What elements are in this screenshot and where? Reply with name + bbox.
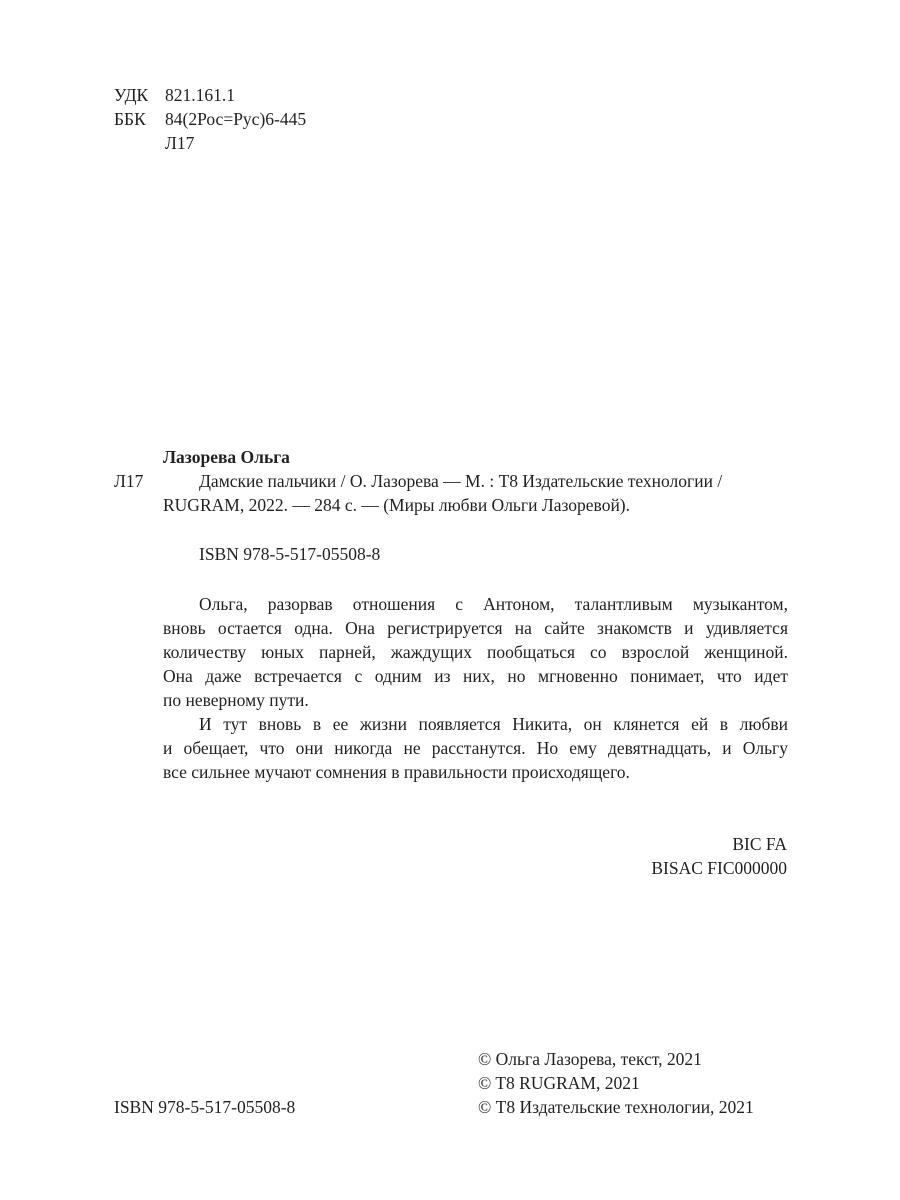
annotation-p1-line: вновь остается одна. Она регистрируется на сайте знакомств и удивляется xyxy=(163,618,788,638)
isbn-bottom: ISBN 978-5-517-05508-8 xyxy=(114,1097,296,1117)
annotation-p2-line: и обещает, что они никогда не расстанутся. Но ему девятнадцать, и Ольгу xyxy=(163,738,788,758)
bbk-value: 84(2Рос=Рус)6-445 xyxy=(165,109,307,129)
description-line-2: RUGRAM, 2022. — 284 с. — (Миры любви Ольги Лазоревой). xyxy=(163,495,631,515)
cutter-code: Л17 xyxy=(165,133,195,153)
bbk-label: ББК xyxy=(114,109,146,129)
description-line-1: Дамские пальчики / О. Лазорева — М. : Т8 Издательские технологии / xyxy=(199,471,723,491)
udk-label: УДК xyxy=(114,85,149,105)
author-heading: Лазорева Ольга xyxy=(163,447,290,467)
copyright-line-publisher: © Т8 Издательские технологии, 2021 xyxy=(478,1097,754,1117)
bbk-row xyxy=(114,107,306,131)
annotation-p1-line: количеству юных парней, жаждущих пообщаться со взрослой женщиной. xyxy=(163,642,788,662)
annotation-p1-line: по неверному пути. xyxy=(163,690,309,710)
cutter-mark: Л17 xyxy=(114,471,144,491)
udk-value: 821.161.1 xyxy=(165,85,235,105)
copyright-line-author: © Ольга Лазорева, текст, 2021 xyxy=(478,1049,702,1069)
annotation-p2-line: И тут вновь в ее жизни появляется Никита, он клянется ей в любви xyxy=(199,714,788,734)
udk-row xyxy=(114,83,306,107)
annotation-p2-line: все сильнее мучают сомнения в правильности происходящего. xyxy=(163,762,630,782)
subject-codes xyxy=(651,832,787,880)
bic-code: BIC FA xyxy=(732,834,787,854)
annotation-p1-line: Она даже встречается с одним из них, но мгновенно понимает, что идет xyxy=(163,666,788,686)
isbn-inline: ISBN 978-5-517-05508-8 xyxy=(199,544,381,564)
bibliographic-description xyxy=(163,469,788,517)
classification-block xyxy=(114,83,306,155)
copyright-block xyxy=(478,1047,754,1119)
annotation-p1-line: Ольга, разорвав отношения с Антоном, талантливым музыкантом, xyxy=(199,594,788,614)
cutter-row xyxy=(114,131,306,155)
annotation xyxy=(163,592,788,784)
copyright-line-rugram: © T8 RUGRAM, 2021 xyxy=(478,1073,640,1093)
bisac-code: BISAC FIC000000 xyxy=(651,858,787,878)
